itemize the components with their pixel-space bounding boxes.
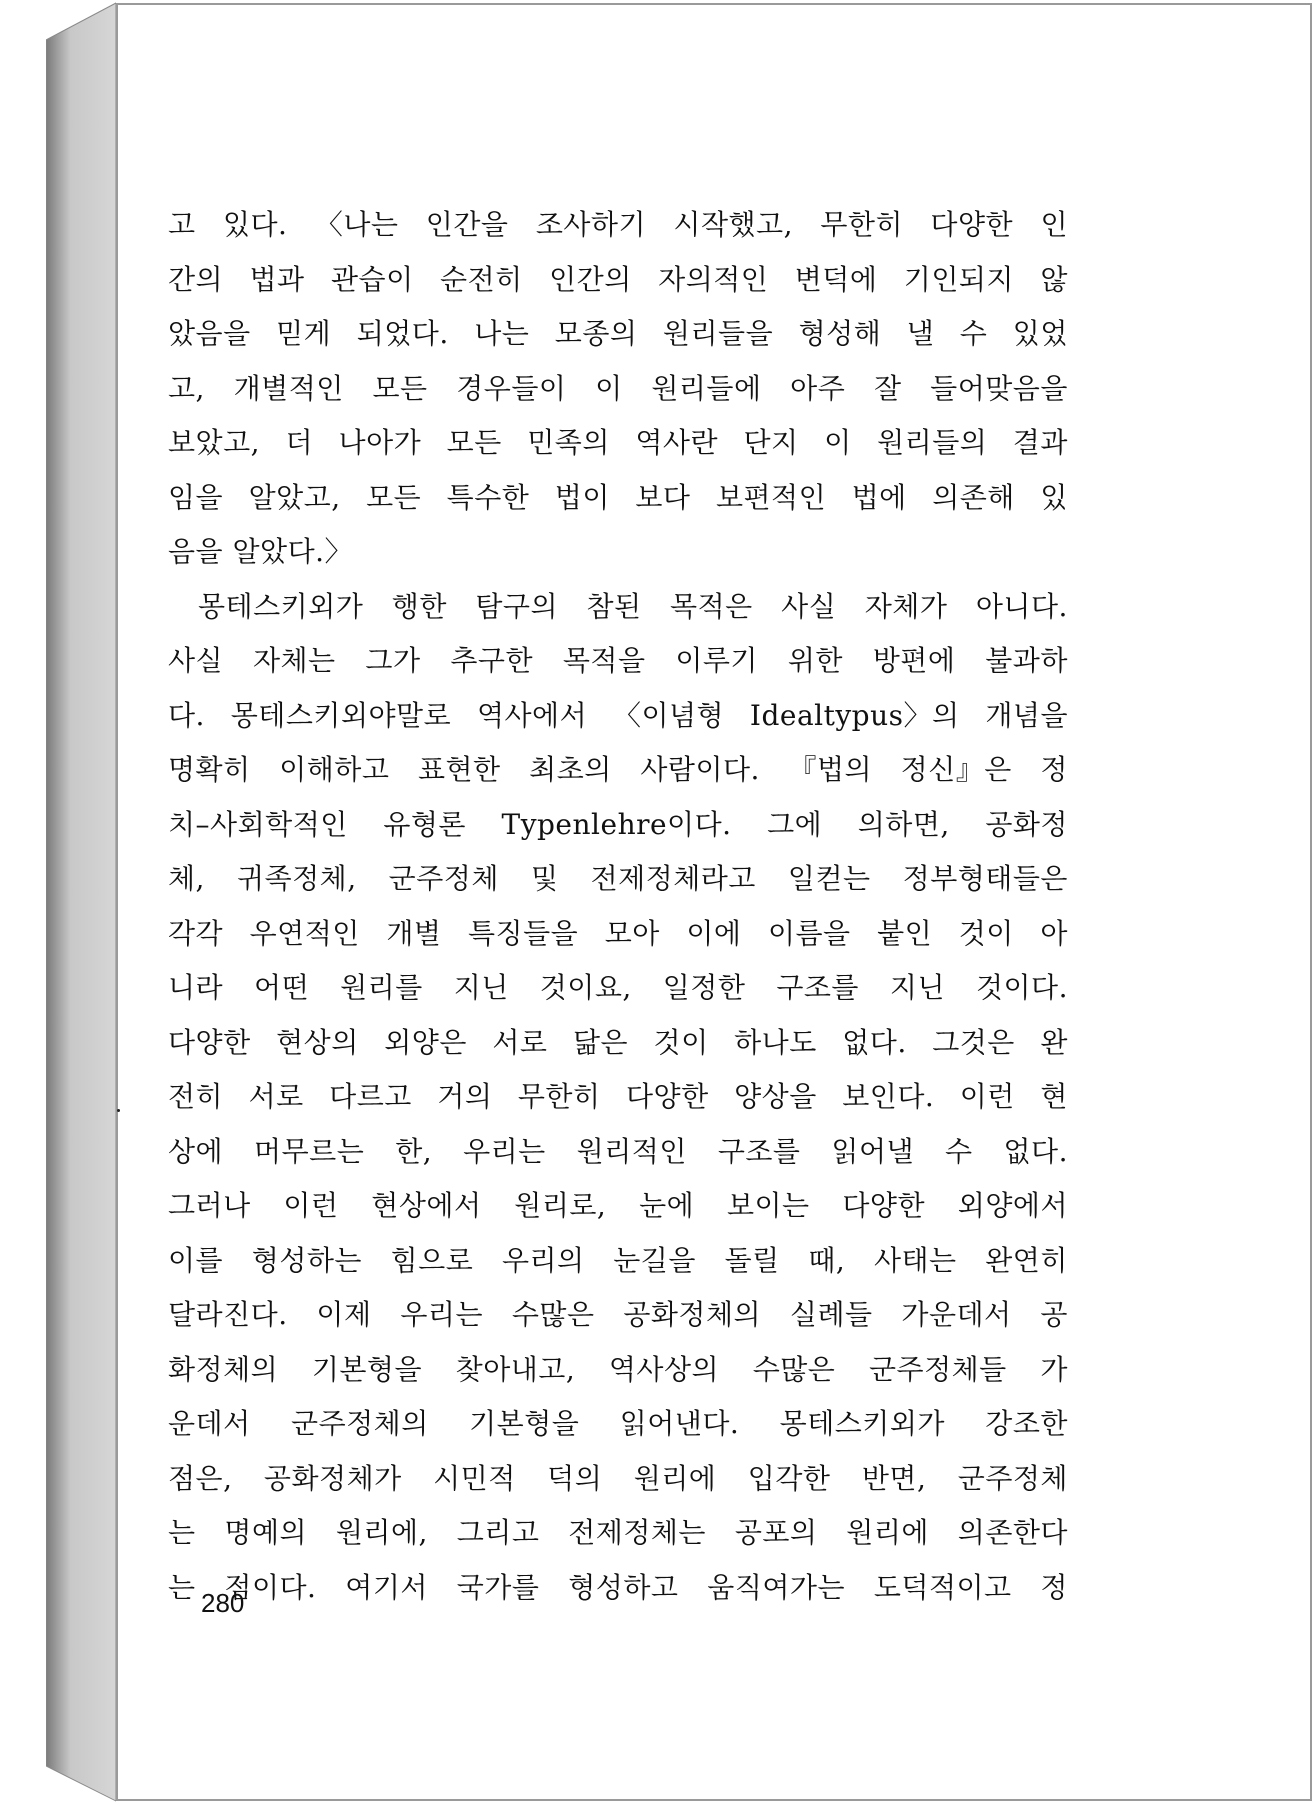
word: 이 (595, 371, 623, 405)
text-line (168, 634, 1068, 689)
word: 아니다. (975, 589, 1068, 623)
word: 수많은 (511, 1298, 595, 1331)
word: 단지 (743, 426, 799, 459)
word: 그에 (767, 807, 823, 841)
word: 다르고 (329, 1080, 412, 1113)
word: 자체가 (864, 589, 948, 623)
word: 정신』은 (900, 753, 1012, 786)
word: 무한히 (820, 208, 904, 241)
word: 인간을 (425, 208, 509, 241)
word: 다양한 (842, 1189, 926, 1222)
word: 이루기 (675, 644, 758, 677)
word: 수많은 (752, 1352, 836, 1386)
word: 이름을 (767, 916, 851, 950)
word: 경우들이 (456, 371, 567, 405)
word: 것이요, (539, 971, 632, 1004)
word: 법이 (554, 480, 610, 514)
text-line (168, 580, 1068, 635)
word: 인 (1040, 208, 1068, 241)
word: 각각 (168, 916, 224, 950)
word: 추구한 (450, 644, 534, 677)
word: 원리를 (340, 971, 423, 1004)
text-line (168, 1397, 1068, 1452)
word: 찾아내고, (455, 1352, 576, 1386)
word: 서로 (248, 1080, 304, 1113)
word: 지닌 (889, 971, 946, 1004)
word: 우리는 (400, 1298, 484, 1331)
word: 것이다. (975, 971, 1068, 1004)
text-line (168, 1070, 1068, 1125)
word: 임을 (168, 480, 224, 514)
text-line (168, 1506, 1068, 1561)
word: 원리들을 (662, 317, 774, 350)
word: 정부형태들은 (902, 862, 1068, 895)
word: 전제정체는 (568, 1516, 706, 1549)
word: 그가 (365, 644, 421, 677)
word: Typenlehre이다. (501, 807, 732, 841)
word: 형성하는 (251, 1243, 362, 1277)
text-line (168, 1288, 1068, 1343)
word: 았음을 (168, 317, 251, 350)
word: 공 (1040, 1298, 1068, 1331)
word: 눈에 (639, 1189, 695, 1222)
word: 그러나 (168, 1189, 251, 1222)
word: 민족의 (527, 426, 610, 459)
word: 서로 (492, 1025, 548, 1059)
word: 『법의 (788, 753, 873, 786)
word: 더 (285, 426, 314, 459)
word: 순전히 (440, 262, 523, 296)
text-line (168, 198, 1068, 253)
text-line (168, 798, 1068, 853)
word: 체, (168, 862, 205, 895)
text-line (168, 1452, 1068, 1507)
word: Idealtypus〉의 (749, 698, 960, 732)
word: 하나도 (734, 1025, 817, 1059)
word: 거의 (437, 1080, 493, 1113)
word: 강조한 (985, 1407, 1068, 1440)
text-line (168, 253, 1068, 308)
word: 없다. (842, 1025, 907, 1059)
word: 군주정체 (957, 1461, 1068, 1495)
word: 의존해 (932, 480, 1015, 514)
word: 들어맞음을 (930, 371, 1068, 405)
word: 위한 (787, 644, 843, 677)
word: 믿게 (276, 317, 332, 350)
word: 현 (1040, 1080, 1068, 1113)
word: 입각한 (747, 1461, 831, 1495)
word: 원리적인 (576, 1134, 687, 1168)
word: 이런 (959, 1080, 1015, 1113)
word: 모든 (372, 371, 428, 405)
word: 명예의 (224, 1516, 308, 1549)
word: 돌릴 (724, 1243, 780, 1277)
word: 고 (168, 208, 196, 241)
word: 명확히 (168, 753, 251, 786)
word: 최초의 (529, 753, 612, 786)
text-line (168, 1016, 1068, 1071)
word: 사람이다. (640, 753, 760, 786)
word: 무한히 (517, 1080, 601, 1113)
text-line (168, 1343, 1068, 1398)
word: 역사에서 (476, 698, 588, 732)
word: 이를 (168, 1243, 224, 1277)
word: 모든 (366, 480, 422, 514)
word: 법에 (851, 480, 907, 514)
word: 구조를 (717, 1134, 801, 1168)
word: 역사란 (635, 426, 719, 459)
word: 없다. (1003, 1134, 1068, 1168)
word: 특수한 (446, 480, 530, 514)
word: 붙인 (877, 916, 933, 950)
word: 수 (959, 317, 988, 350)
word: 원리들에 (651, 371, 762, 405)
word: 이런 (283, 1189, 339, 1222)
word: 사태는 (873, 1243, 957, 1277)
word: 모아 (604, 916, 660, 950)
word: 원리에, (335, 1516, 428, 1549)
word: 법과 (249, 262, 305, 296)
word: 반면, (861, 1461, 927, 1495)
word: 참된 (586, 589, 642, 623)
word: 는 (168, 1570, 196, 1604)
word: 역사상의 (608, 1352, 720, 1386)
text-line (168, 961, 1068, 1016)
word: 귀족정체, (237, 862, 357, 895)
word: 가 (1040, 1352, 1068, 1386)
word: 한, (395, 1134, 433, 1168)
word: 기본형을 (311, 1352, 423, 1386)
word: 현상에서 (371, 1189, 482, 1222)
word: 원리에 (633, 1461, 717, 1495)
word: 것이 (653, 1025, 709, 1059)
word: 이 (824, 426, 852, 459)
word: 보편적인 (715, 480, 827, 514)
word: 나아가 (338, 426, 422, 459)
page-number: 280 (201, 1588, 245, 1618)
word: 인간의 (549, 262, 632, 296)
word: 의존한다 (957, 1516, 1068, 1549)
word: 불과하 (985, 644, 1068, 677)
word: 변덕에 (794, 262, 878, 296)
word: 다양한 (168, 1025, 251, 1059)
word: 조사하기 (535, 208, 647, 241)
word: 상에 (168, 1134, 224, 1168)
word: 공화정체의 (623, 1298, 762, 1331)
word: 이제 (316, 1298, 372, 1331)
word: 수 (945, 1134, 973, 1168)
word: 공화정체가 (263, 1461, 402, 1495)
word: 특징들을 (467, 916, 579, 950)
word: 실례들 (789, 1298, 873, 1331)
word: 의하면, (857, 807, 950, 841)
word: 가운데서 (901, 1298, 1012, 1331)
word: 알았고, (248, 480, 341, 514)
word: 모종의 (554, 317, 638, 350)
word: 다양한 (625, 1080, 709, 1113)
word: 있었 (1012, 317, 1068, 350)
text-line (168, 471, 1068, 526)
word: 군주정체들 (868, 1352, 1007, 1386)
word: 나는 (474, 317, 530, 350)
word: 이에 (686, 916, 742, 950)
word: 치–사회학적인 (168, 807, 348, 841)
word: 몽테스키외가 (198, 589, 364, 623)
word: 우리는 (463, 1134, 546, 1168)
word: 양상을 (734, 1080, 817, 1113)
word: 및 (530, 862, 559, 895)
text-line (168, 907, 1068, 962)
text-line (168, 1561, 1068, 1616)
word: 방편에 (872, 644, 956, 677)
text-line (168, 307, 1068, 362)
text-line (168, 689, 1068, 744)
text-line (168, 362, 1068, 417)
word: 외양에서 (957, 1189, 1068, 1222)
word: 개별 (386, 916, 442, 950)
word: 보인다. (842, 1080, 935, 1113)
word: 보다 (635, 480, 691, 514)
word: 사실 (168, 644, 224, 677)
word: 〈나는 (314, 208, 399, 241)
word: 운데서 (168, 1407, 251, 1440)
word: 기인되지 (903, 262, 1014, 296)
word: 구조를 (776, 971, 859, 1004)
word: 덕의 (547, 1461, 603, 1495)
word: 어떤 (254, 971, 310, 1004)
word: 탐구의 (475, 589, 558, 623)
word: 원리에 (846, 1516, 929, 1549)
word: 정 (1040, 1570, 1068, 1604)
word: 결과 (1012, 426, 1068, 459)
word: 기본형을 (469, 1407, 580, 1440)
word: 이해하고 (279, 753, 390, 786)
word: 지닌 (453, 971, 509, 1004)
word: 그리고 (456, 1516, 540, 1549)
text-line (168, 852, 1068, 907)
word: 자체는 (252, 644, 336, 677)
word: 다. (168, 698, 205, 732)
word: 표현한 (417, 753, 501, 786)
word: 고, (168, 371, 205, 405)
word: 화정체의 (168, 1352, 279, 1386)
word: 외양은 (384, 1025, 467, 1059)
word: 현상의 (276, 1025, 359, 1059)
word: 공화정 (985, 807, 1068, 841)
word: 군주정체의 (291, 1407, 429, 1440)
word: 몽테스키외야말로 (230, 698, 452, 732)
word: 닮은 (572, 1025, 629, 1059)
word: 일정한 (662, 971, 746, 1004)
word: 시작했고, (673, 208, 793, 241)
word: 도덕적이고 (873, 1570, 1012, 1604)
word: 여기서 (345, 1570, 428, 1604)
word: 읽어낸다. (619, 1407, 740, 1440)
word: 다양한 (930, 208, 1014, 241)
word: 눈길을 (613, 1243, 696, 1277)
book-spine (46, 0, 116, 1806)
word: 시민적 (433, 1461, 516, 1495)
word: 읽어낼 (831, 1134, 915, 1168)
word: 보았고, (168, 426, 261, 459)
word: 유형론 (383, 807, 466, 841)
word: 원리로, (514, 1189, 607, 1222)
word: 낼 (906, 317, 935, 350)
word: 있 (1040, 480, 1068, 514)
word: 모든 (446, 426, 502, 459)
text-line (168, 743, 1068, 798)
text-line: 음을 알았다.〉 (168, 535, 354, 568)
body-text (168, 198, 1068, 1615)
word: 것이 (958, 916, 1014, 950)
word: 완 (1040, 1025, 1068, 1059)
word: 일컫는 (787, 862, 871, 895)
word: 원리들의 (877, 426, 988, 459)
word: 형성해 (798, 317, 882, 350)
word: 되었다. (356, 317, 449, 350)
word: 자의적인 (658, 262, 769, 296)
word: 공포의 (734, 1516, 818, 1549)
stray-mark (117, 1109, 120, 1112)
word: 목적은 (670, 589, 753, 623)
word: 목적을 (562, 644, 646, 677)
word: 형성하고 (568, 1570, 679, 1604)
word: 있다. (222, 208, 288, 241)
word: 군주정체 (388, 862, 499, 895)
word: 움직여가는 (707, 1570, 846, 1604)
word: 아 (1040, 916, 1068, 950)
word: 아주 (790, 371, 846, 405)
word: 보이는 (726, 1189, 810, 1222)
text-line (168, 1179, 1068, 1234)
word: 그것은 (932, 1025, 1015, 1059)
word: 간의 (168, 262, 224, 296)
word: 는 (168, 1516, 196, 1549)
word: 사실 (781, 589, 837, 623)
word: 점이다. (224, 1570, 317, 1604)
word: 완연히 (985, 1243, 1068, 1277)
word: 개념을 (985, 698, 1068, 732)
word: 힘으로 (390, 1243, 474, 1277)
word: 〈이념형 (612, 698, 725, 732)
word: 점은, (168, 1461, 233, 1495)
word: 우리의 (501, 1243, 585, 1277)
word: 달라진다. (168, 1298, 288, 1331)
word: 전히 (168, 1080, 224, 1113)
word: 머무르는 (254, 1134, 365, 1168)
word: 전제정체라고 (590, 862, 756, 895)
text-line (168, 416, 1068, 471)
text-line (168, 1234, 1068, 1289)
word: 국가를 (456, 1570, 540, 1604)
word: 때, (808, 1243, 846, 1277)
word: 않 (1040, 262, 1068, 296)
word: 행한 (391, 589, 447, 623)
word: 관습이 (331, 262, 414, 296)
word: 잘 (873, 371, 902, 405)
word: 개별적인 (233, 371, 344, 405)
word: 니라 (168, 971, 224, 1004)
word: 몽테스키외가 (779, 1407, 945, 1440)
text-line (168, 1125, 1068, 1180)
word: 정 (1040, 753, 1068, 786)
word: 우연적인 (249, 916, 360, 950)
